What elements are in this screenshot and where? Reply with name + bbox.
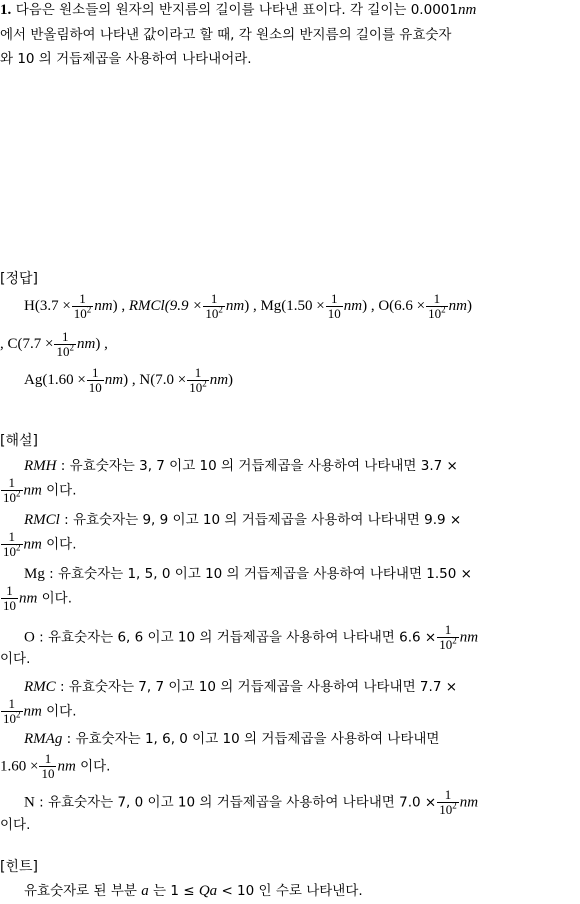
expl-o-line: O : 유효숫자는 6, 6 이고 10 의 거듭제곱을 사용하여 나타내면 6.6 × $\frac{1}{10^2}$ nm xyxy=(24,622,479,652)
fraction: $\frac{1}{10^2}$ xyxy=(3,475,21,505)
expl-h-line-2: $\frac{1}{10^2}$ nm 이다. xyxy=(3,475,77,505)
expl-n-line-2: 이다. xyxy=(0,817,31,833)
answer-row-2: , C(7.7 × $\frac{1}{10^2}$ nm) , xyxy=(0,329,108,359)
explanation-heading: [해설] xyxy=(0,433,38,449)
answer-mg: Mg(1.50 × xyxy=(260,297,325,314)
answer-rmcl: RMCl(9.9 × xyxy=(128,297,203,314)
answer-n: N(7.0 × xyxy=(139,371,187,388)
question-line-1 xyxy=(0,0,476,21)
fraction: $\frac{1}{10^2}$ xyxy=(428,291,446,321)
expl-ag-line: RMAg : 유효숫자는 1, 6, 0 이고 10 의 거듭제곱을 사용하여 나타내면 xyxy=(24,731,440,747)
expl-cl-line: RMCl : 유효숫자는 9, 9 이고 10 의 거듭제곱을 사용하여 나타내면 9.9 × xyxy=(24,512,462,528)
expl-o-line-2: 이다. xyxy=(0,651,31,667)
answer-heading: [정답] xyxy=(0,271,38,287)
answer-row-3: Ag(1.60 × $\frac{1}{10}$ nm) , N(7.0 × $\frac{1}{10^2}$ nm) xyxy=(24,365,234,395)
fraction: $\frac{1}{10^2}$ xyxy=(73,291,92,321)
question-line-2: 에서 반올림하여 나타낸 값이라고 할 때, 각 원소의 반지름의 길이를 유효숫자 xyxy=(0,27,452,43)
answer-ag: Ag(1.60 × xyxy=(24,371,86,388)
question-unit: nm xyxy=(457,2,477,18)
question-number: 1. xyxy=(0,2,12,18)
expl-c-line-2: $\frac{1}{10^2}$ nm 이다. xyxy=(3,696,77,726)
expl-mg-line-2: $\frac{1}{10}$ nm 이다. xyxy=(3,583,73,613)
expl-ag-line-2: 1.60 × $\frac{1}{10}$ nm 이다. xyxy=(0,751,111,781)
answer-h: H(3.7 × xyxy=(24,297,71,314)
fraction: $\frac{1}{10^2}$ xyxy=(56,329,74,359)
question-text-1: 다음은 원소들의 원자의 반지름의 길이를 나타낸 표이다. 각 길이는 0.0001 xyxy=(15,2,458,18)
expl-c-line: RMC : 유효숫자는 7, 7 이고 10 의 거듭제곱을 사용하여 나타내면 7.7 × xyxy=(24,679,458,695)
fraction: $\frac{1}{10}$ xyxy=(327,291,341,321)
hint-heading: [힌트] xyxy=(0,859,38,875)
answer-c: C(7.7 × xyxy=(7,335,54,352)
fraction: $\frac{1}{10^2}$ xyxy=(3,529,21,559)
fraction: $\frac{1}{10^2}$ xyxy=(189,365,207,395)
fraction: $\frac{1}{10}$ xyxy=(41,751,55,781)
expl-cl-line-2: $\frac{1}{10^2}$ nm 이다. xyxy=(3,529,77,559)
hint-text: 유효숫자로 된 부분 a 는 1 ≤ Qa < 10 인 수로 나타낸다. xyxy=(24,883,363,899)
question-line-3: 와 10 의 거듭제곱을 사용하여 나타내어라. xyxy=(0,51,252,67)
fraction: $\frac{1}{10^2}$ xyxy=(205,291,223,321)
fraction: $\frac{1}{10^2}$ xyxy=(3,696,21,726)
fraction: $\frac{1}{10^2}$ xyxy=(439,787,457,817)
expl-n-line: N : 유효숫자는 7, 0 이고 10 의 거듭제곱을 사용하여 나타내면 7.0 × $\frac{1}{10^2}$ nm xyxy=(24,787,479,817)
fraction: $\frac{1}{10}$ xyxy=(88,365,102,395)
fraction: $\frac{1}{10^2}$ xyxy=(439,622,457,652)
fraction: $\frac{1}{10}$ xyxy=(3,583,16,613)
answer-row-1: H(3.7 × $\frac{1}{10^2}$ nm) , RMCl(9.9 × $\frac{1}{10^2}$ nm) , Mg(1.50 × $\frac{1}{10}$ nm) , O(6.6 × $\frac{1}{10^2}$ nm) xyxy=(24,291,472,321)
expl-mg-line: Mg : 유효숫자는 1, 5, 0 이고 10 의 거듭제곱을 사용하여 나타내면 1.50 × xyxy=(24,566,472,582)
expl-h-line: RMH : 유효숫자는 3, 7 이고 10 의 거듭제곱을 사용하여 나타내면 3.7 × xyxy=(24,458,458,474)
answer-o: O(6.6 × xyxy=(378,297,426,314)
